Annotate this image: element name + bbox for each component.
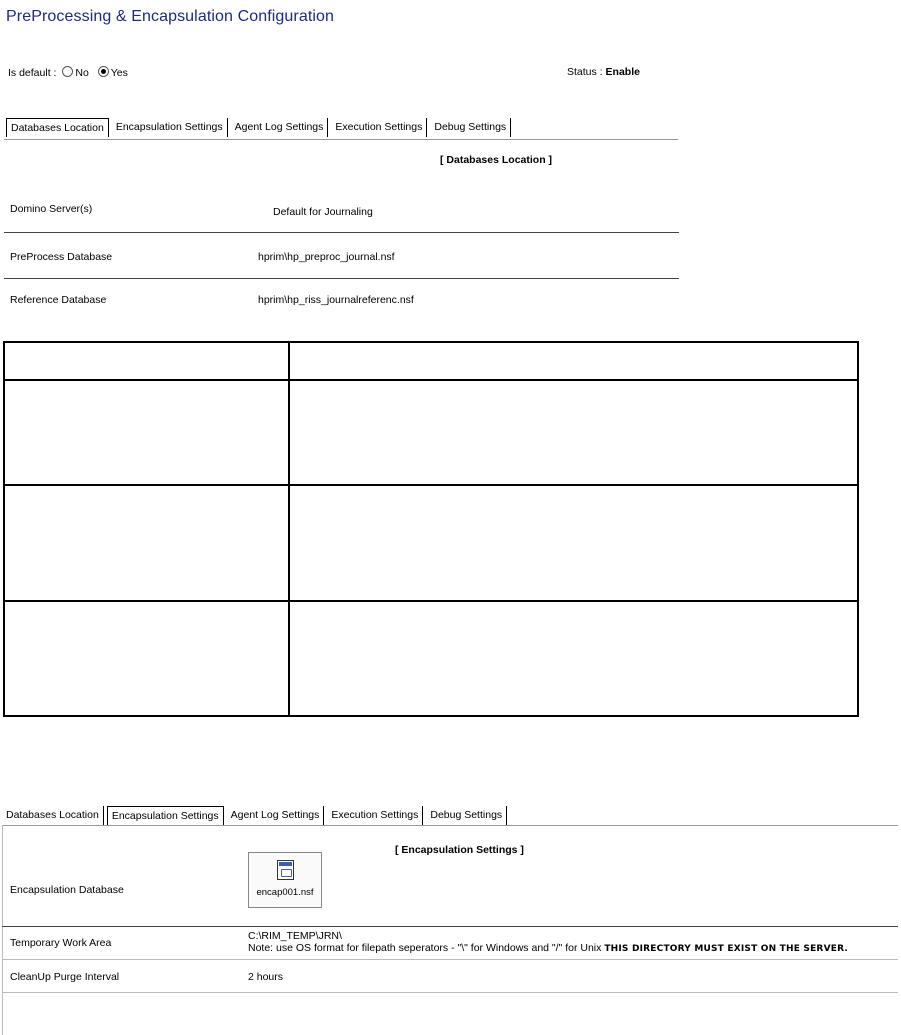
temp-work-note-line bbox=[248, 942, 848, 955]
left-border bbox=[2, 825, 3, 1035]
row-divider bbox=[2, 926, 898, 927]
encap-section-heading: [ Encapsulation Settings ] bbox=[395, 844, 524, 856]
tab-databases-location[interactable]: Databases Location bbox=[6, 118, 109, 137]
page-title: PreProcessing & Encapsulation Configuration bbox=[6, 8, 335, 25]
tab-agent-log-settings[interactable]: Agent Log Settings bbox=[227, 806, 325, 825]
nsf-database-file-icon bbox=[277, 860, 294, 880]
encap-db-file[interactable] bbox=[248, 852, 322, 908]
status-label: Status : bbox=[567, 66, 603, 78]
cleanup-label: CleanUp Purge Interval bbox=[10, 971, 120, 983]
temp-work-value bbox=[248, 930, 848, 955]
tab-bar-bottom bbox=[4, 806, 510, 825]
tab-divider bbox=[4, 139, 678, 140]
preprocess-db-label: PreProcess Database bbox=[10, 251, 113, 263]
table-row-divider bbox=[5, 600, 857, 602]
table-row-divider bbox=[5, 379, 857, 381]
tab-encapsulation-settings[interactable]: Encapsulation Settings bbox=[107, 806, 224, 825]
radio-no-label[interactable]: No bbox=[75, 67, 89, 79]
encap-file-name: encap001.nsf bbox=[256, 887, 314, 898]
db-section-heading: [ Databases Location ] bbox=[440, 154, 553, 166]
domino-server-value: Default for Journaling bbox=[273, 206, 373, 218]
temp-work-path: C:\RIM_TEMP\JRN\ bbox=[248, 930, 342, 942]
row-divider bbox=[4, 278, 679, 279]
row-divider bbox=[2, 992, 898, 993]
table-column-divider bbox=[288, 343, 290, 715]
status-group bbox=[567, 66, 640, 78]
is-default-label: Is default : bbox=[8, 67, 57, 79]
table-row-divider bbox=[5, 484, 857, 486]
tab-agent-log-settings[interactable]: Agent Log Settings bbox=[231, 118, 329, 137]
tab-databases-location[interactable]: Databases Location bbox=[4, 806, 104, 825]
tab-execution-settings[interactable]: Execution Settings bbox=[327, 806, 423, 825]
radio-yes-label[interactable]: Yes bbox=[110, 67, 128, 79]
tab-divider bbox=[2, 825, 898, 826]
reference-db-label: Reference Database bbox=[10, 294, 107, 306]
tab-bar-top bbox=[6, 118, 514, 137]
preprocess-db-value: hprim\hp_preproc_journal.nsf bbox=[258, 251, 395, 263]
reference-db-value: hprim\hp_riss_journalreferenc.nsf bbox=[258, 294, 414, 306]
encap-db-label: Encapsulation Database bbox=[10, 884, 124, 896]
tab-debug-settings[interactable]: Debug Settings bbox=[430, 118, 511, 137]
temp-work-note: Note: use OS format for filepath seperators - "\" for Windows and "/" for Unix bbox=[248, 942, 602, 954]
tab-execution-settings[interactable]: Execution Settings bbox=[331, 118, 427, 137]
radio-yes-icon[interactable] bbox=[98, 66, 109, 77]
row-divider bbox=[4, 232, 679, 233]
temp-work-warning: THIS DIRECTORY MUST EXIST ON THE SERVER. bbox=[604, 944, 848, 954]
empty-table bbox=[3, 341, 859, 717]
row-divider bbox=[2, 959, 898, 960]
tab-debug-settings[interactable]: Debug Settings bbox=[426, 806, 507, 825]
status-value: Enable bbox=[605, 66, 640, 78]
radio-no-icon[interactable] bbox=[62, 66, 73, 77]
temp-work-label: Temporary Work Area bbox=[10, 937, 112, 949]
tab-encapsulation-settings[interactable]: Encapsulation Settings bbox=[112, 118, 228, 137]
domino-server-label: Domino Server(s) bbox=[10, 203, 93, 215]
is-default-group bbox=[8, 66, 128, 79]
cleanup-value: 2 hours bbox=[248, 971, 284, 983]
